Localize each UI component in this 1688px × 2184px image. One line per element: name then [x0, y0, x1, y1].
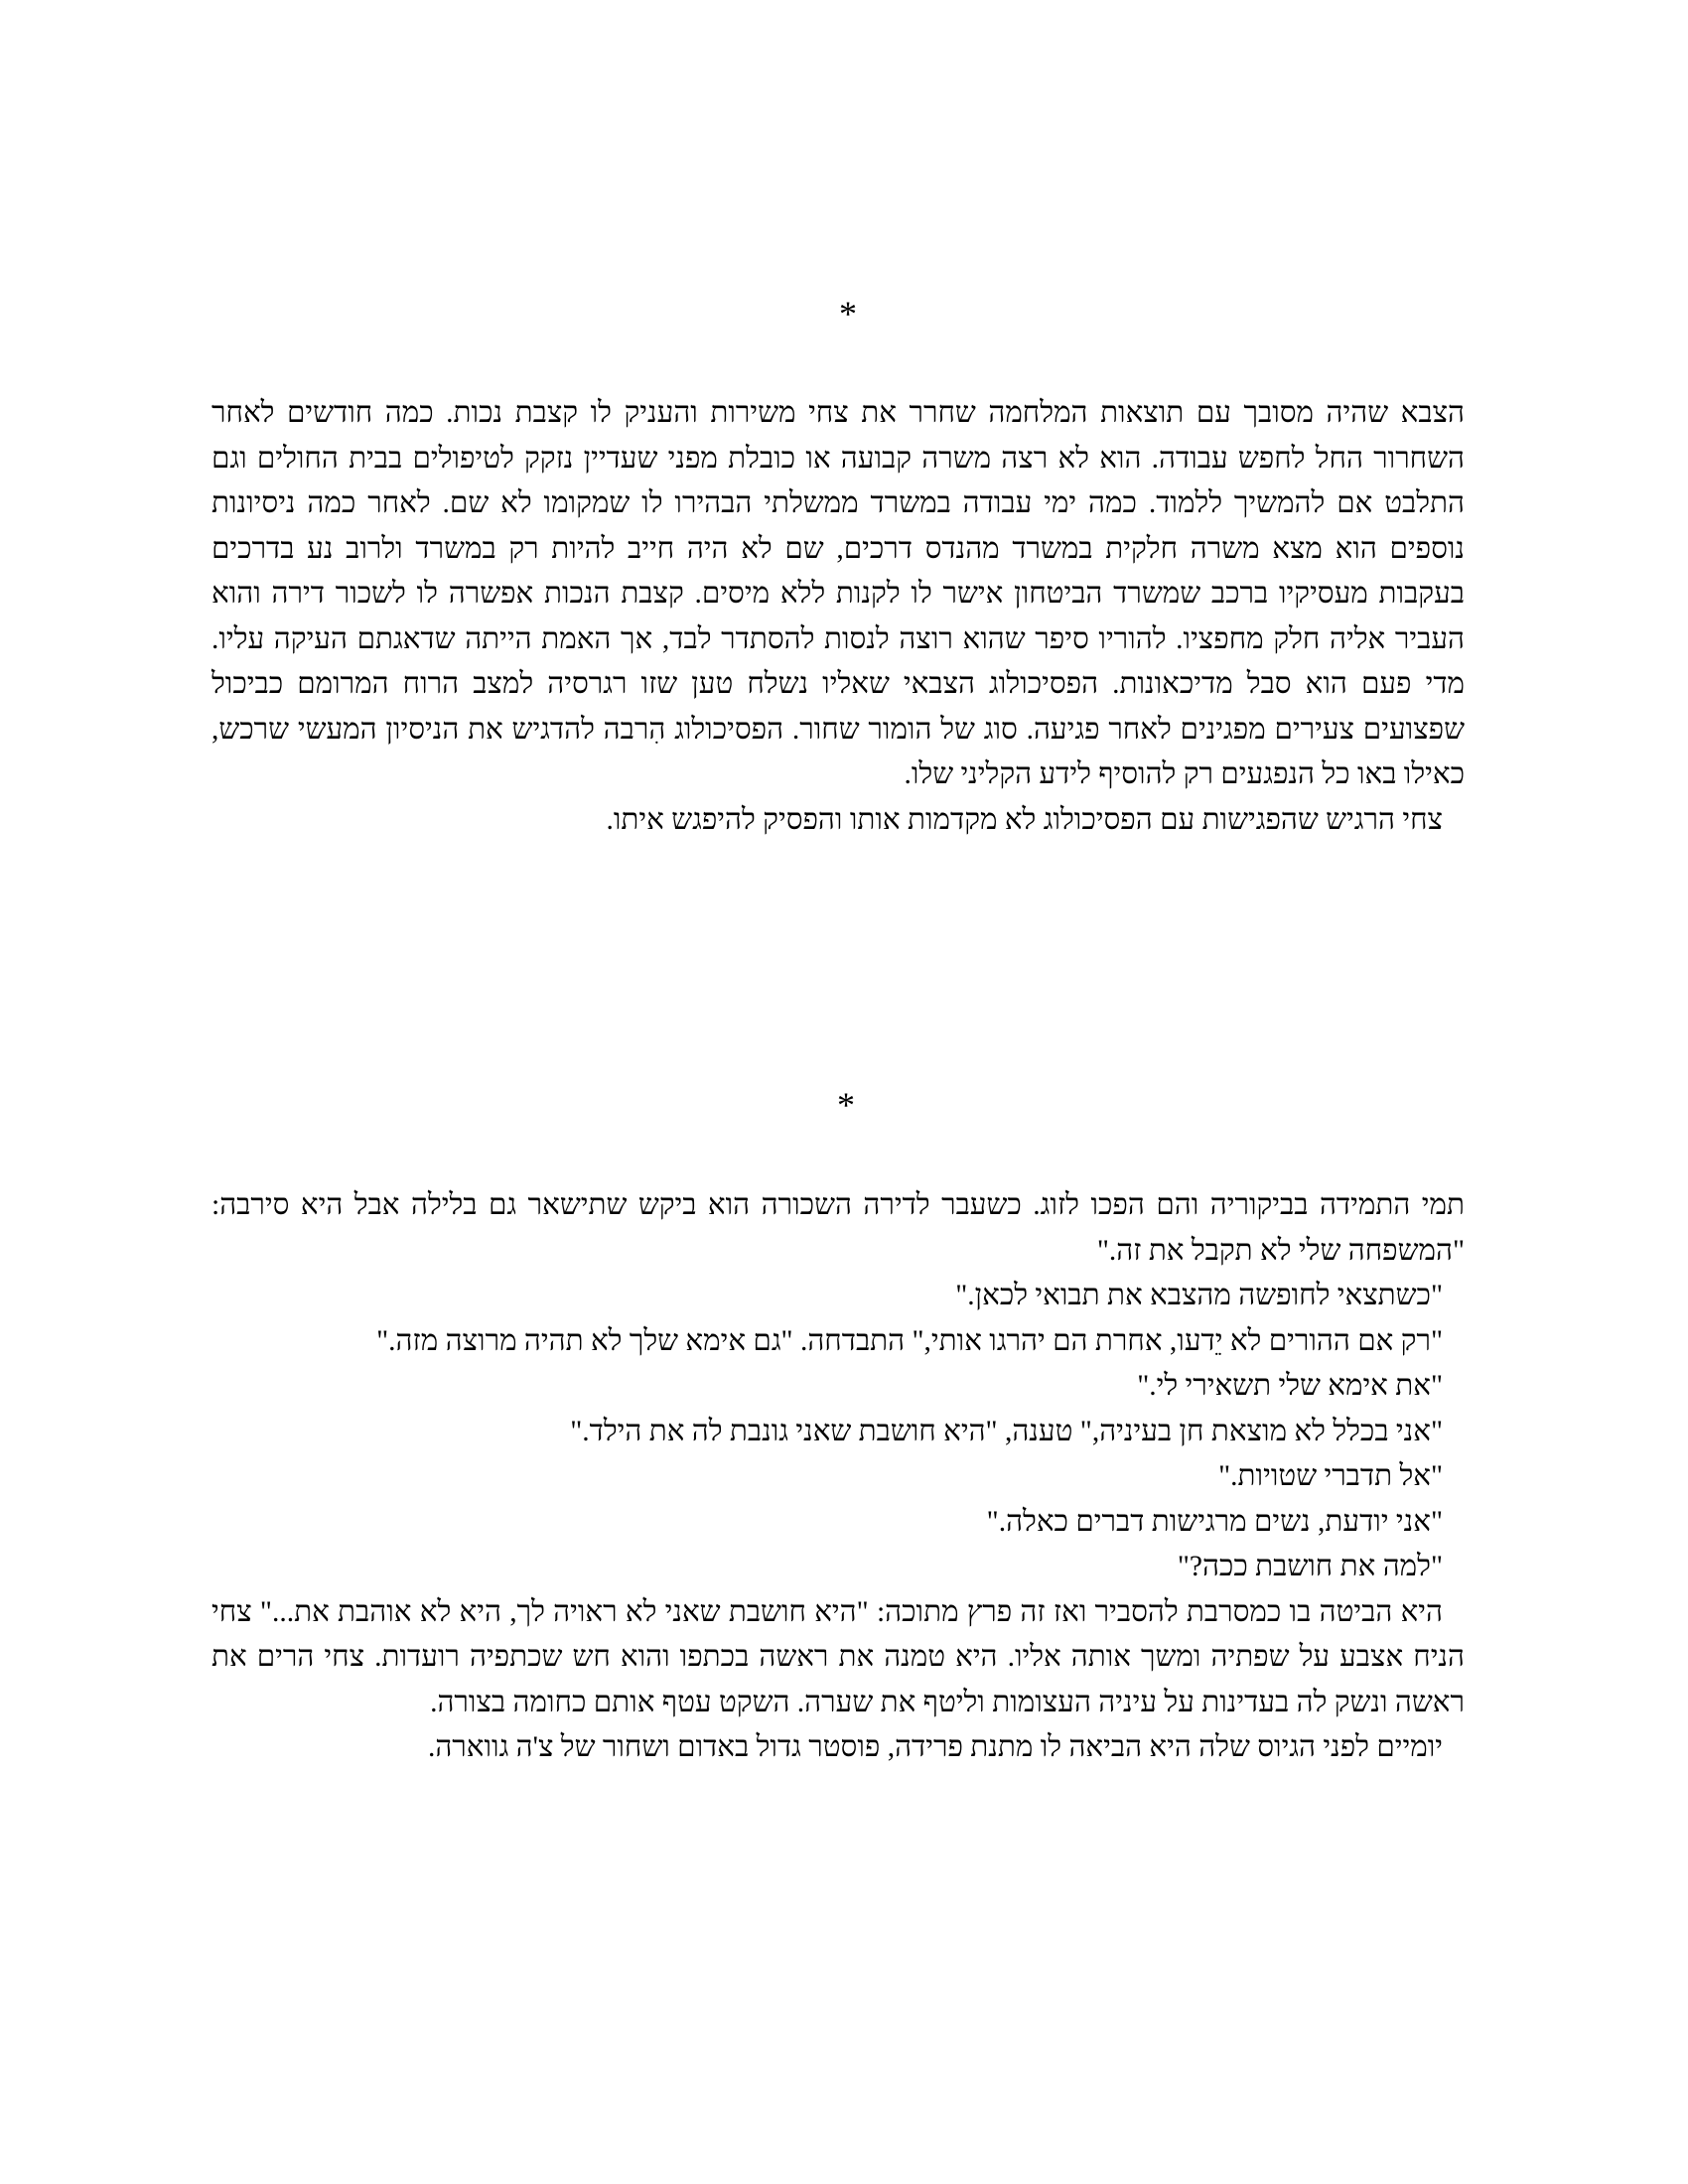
dialogue-line: "אל תדברי שטויות." — [1218, 1460, 1443, 1492]
section-separator: * — [837, 1085, 855, 1125]
paragraph: היא הביטה בו כמסרבת להסביר ואז זה פרץ מתוכה: "היא חושבת שאני לא ראויה לך, היא לא אוהבת את..." צחי הניח אצבע על שפתיה ומשך אותה אליו. היא טמנה את ראשה בכתפו והוא חש שכתפיה רועדות. צחי הרים את ראשה ונשק לה בעדינות על עיניה העצומות וליטף את שערה. השקט עטף אותם כחומה בצורה. — [211, 1595, 1465, 1718]
dialogue-line: "רק אם ההורים לא יֵדעו, אחרת הם יהרגו אותי," התבדחה. "גם אימא שלך לא תהיה מרוצה מזה." — [376, 1324, 1443, 1357]
paragraph: תמי התמידה בביקוריה והם הפכו לזוג. כשעבר לדירה השכורה הוא ביקש שתישאר גם בלילה אבל היא סירבה: "המשפחה שלי לא תקבל את זה." — [211, 1189, 1465, 1267]
paragraph: צחי הרגיש שהפגישות עם הפסיכולוג לא מקדמות אותו והפסיק להיפגש איתו. — [606, 803, 1443, 836]
section-2-text — [211, 1183, 1465, 1771]
paragraph: הצבא שהיה מסובך עם תוצאות המלחמה שחרר את צחי משירות והעניק לו קצבת נכות. כמה חודשים לאחר השחרור החל לחפש עבודה. הוא לא רצה משרה קבועה או כובלת מפני שעדיין נזקק לטיפולים בבית החולים וגם התלבט אם להמשיך ללמוד. כמה ימי עבודה במשרד ממשלתי הבהירו לו שמקומו לא שם. לאחר כמה ניסיונות נוספים הוא מצא משרה חלקית במשרד מהנדס דרכים, שם לא היה חייב להיות רק במשרד ולרוב נע בדרכים בעקבות מעסיקיו ברכב שמשרד הביטחון אישר לו לקנות ללא מיסים. קצבת הנכות אפשרה לו לשכור דירה והוא העביר אליה חלק מחפציו. להוריו סיפר שהוא רוצה לנסות להסתדר לבד, אך האמת הייתה שדאגתם העיקה עליו. מדי פעם הוא סבל מדיכאונות. הפסיכולוג הצבאי שאליו נשלח טען שזו רגרסיה למצב הרוח המרומם כביכול שפצועים צעירים מפגינים לאחר פגיעה. סוג של הומור שחור. הפסיכולוג הִרבה להדגיש את הניסיון המעשי שרכש, כאילו באו כל הנפגעים רק להוסיף לידע הקליני שלו. — [211, 397, 1465, 790]
dialogue-line: "למה את חושבת ככה?" — [1177, 1551, 1443, 1582]
dialogue-line: "כשתצאי לחופשה מהצבא את תבואי לכאן." — [955, 1280, 1443, 1311]
paragraph: יומיים לפני הגיוס שלה היא הביאה לו מתנת פרידה, פוסטר גדול באדום ושחור של צ'ה גווארה. — [427, 1731, 1443, 1763]
section-separator: * — [839, 294, 857, 334]
dialogue-line: "את אימא שלי תשאירי לי." — [1137, 1370, 1443, 1402]
dialogue-line: "אני בכלל לא מוצאת חן בעיניה," טענה, "היא חושבת שאני גונבת לה את הילד." — [570, 1415, 1443, 1447]
dialogue-line: "אני יודעת, נשים מרגישות דברים כאלה." — [986, 1505, 1443, 1538]
section-1-text — [211, 391, 1465, 843]
